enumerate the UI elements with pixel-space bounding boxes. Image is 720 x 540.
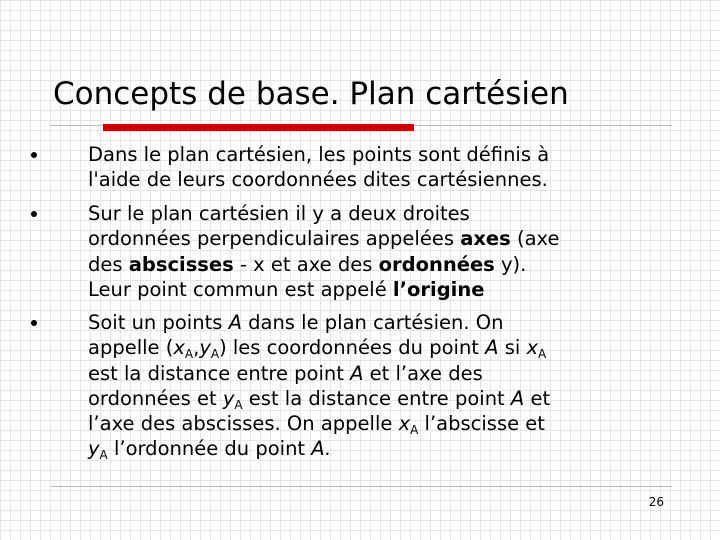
bullet-item [88,142,549,193]
text-line: ordonnées et $y_A$ est la distance entre point A et [88,386,551,412]
text-line: Sur le plan cartésien il y a deux droites [88,202,470,225]
text-line: appelle $(x_A,y_A)$ les coordonnées du point A si $x_A$ [88,336,547,362]
text-line: ordonnées perpendiculaires appelées axes (axe [88,227,560,251]
bullet-dot-icon [31,152,37,158]
text-line: Soit un points A dans le plan cartésien. On [88,311,504,334]
page-number: 26 [648,495,664,509]
slide-title: Concepts de base. Plan cartésien [53,76,569,112]
text-line: des abscisses - x et axe des ordonnées y). [88,252,527,276]
footer-rule [50,486,672,487]
text-line: $y_A$ l’ordonnée du point A. [88,437,332,463]
bullet-item [88,310,550,462]
title-accent-bar [103,124,414,131]
text-line: Leur point commun est appelé l’origine [88,277,485,301]
bullet-dot-icon [31,211,37,217]
text-line: Dans le plan cartésien, les points sont définis à [88,143,550,166]
text-line: est la distance entre point A et l’axe des [88,361,483,385]
bullet-dot-icon [31,320,37,326]
text-line: l’axe des abscisses. On appelle $x_A$ l’abscisse et [88,412,545,438]
bullet-item [88,201,559,302]
text-line: l'aide de leurs coordonnées dites cartésiennes. [88,168,548,192]
